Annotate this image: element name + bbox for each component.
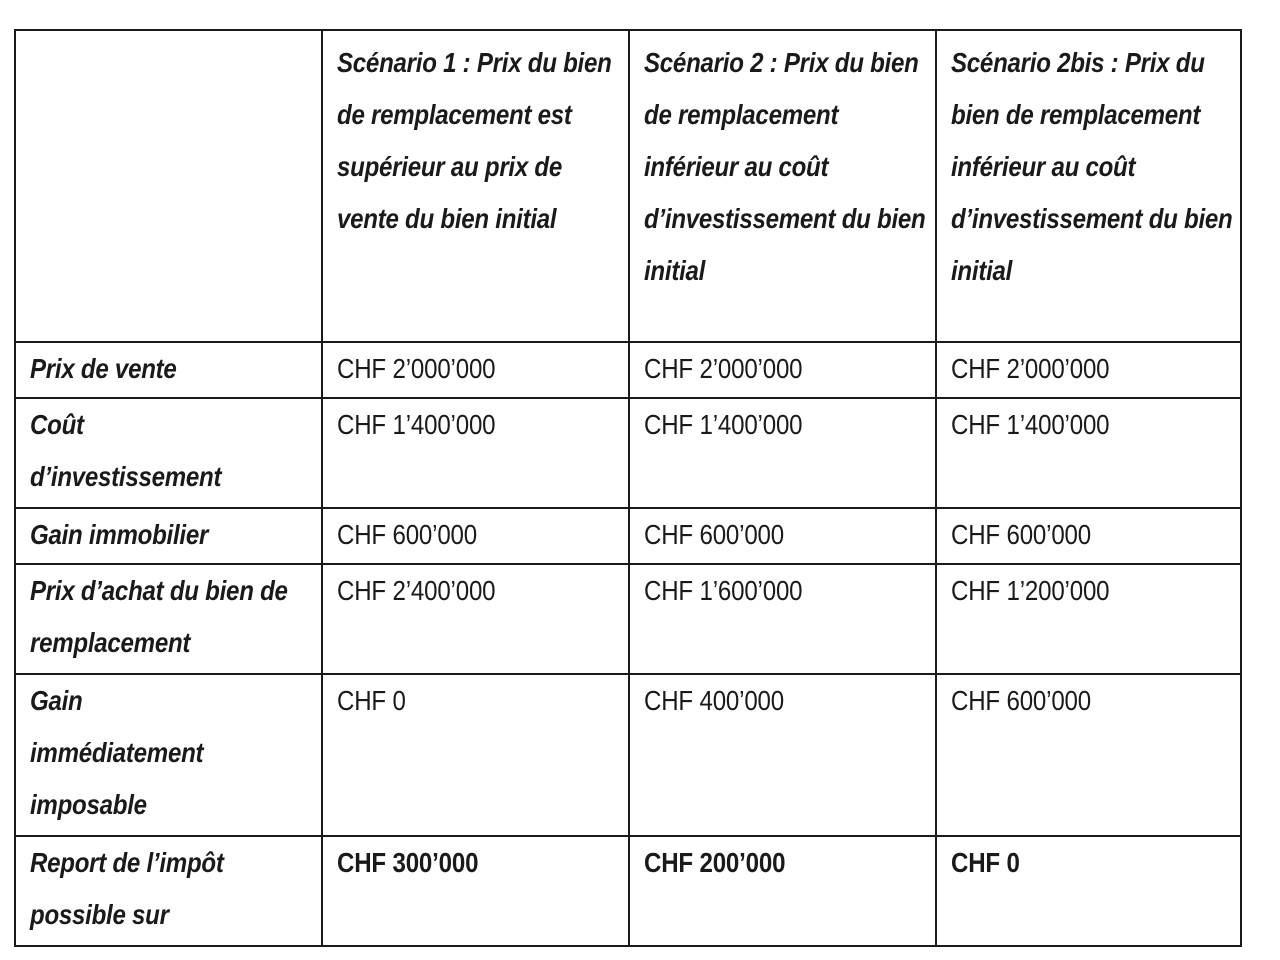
cell-value: CHF 2’000’000 bbox=[337, 353, 496, 384]
header-corner-cell bbox=[15, 30, 322, 342]
row-label-cell bbox=[15, 674, 322, 836]
value-cell bbox=[629, 342, 936, 398]
header-scenario-2bis-text: Scénario 2bis : Prix du bien de remplacement inférieur au coût d’investissement du bien initial bbox=[951, 47, 1233, 286]
cell-value: CHF 2’000’000 bbox=[951, 353, 1110, 384]
value-cell bbox=[936, 564, 1241, 674]
value-cell bbox=[322, 508, 629, 564]
cell-value: CHF 0 bbox=[951, 847, 1020, 878]
value-cell bbox=[322, 564, 629, 674]
row-label-cell bbox=[15, 342, 322, 398]
header-scenario-2bis bbox=[936, 30, 1241, 342]
table-row bbox=[15, 836, 1241, 946]
row-label-cell bbox=[15, 564, 322, 674]
value-cell bbox=[322, 836, 629, 946]
header-scenario-2-text: Scénario 2 : Prix du bien de remplacement inférieur au coût d’investissement du bien initial bbox=[644, 47, 926, 286]
value-cell bbox=[629, 564, 936, 674]
row-label-cell bbox=[15, 836, 322, 946]
table-header-row bbox=[15, 30, 1241, 342]
header-scenario-2 bbox=[629, 30, 936, 342]
table-row bbox=[15, 508, 1241, 564]
row-label: Coût d’investissement bbox=[30, 409, 222, 492]
value-cell bbox=[936, 398, 1241, 508]
cell-value: CHF 1’400’000 bbox=[951, 409, 1110, 440]
row-label: Prix d’achat du bien de remplacement bbox=[30, 575, 288, 658]
cell-value: CHF 400’000 bbox=[644, 685, 784, 716]
comparison-table bbox=[14, 29, 1242, 947]
value-cell bbox=[322, 398, 629, 508]
cell-value: CHF 300’000 bbox=[337, 847, 479, 878]
value-cell bbox=[936, 836, 1241, 946]
cell-value: CHF 200’000 bbox=[644, 847, 786, 878]
cell-value: CHF 600’000 bbox=[951, 519, 1091, 550]
value-cell bbox=[936, 508, 1241, 564]
value-cell bbox=[322, 342, 629, 398]
cell-value: CHF 2’000’000 bbox=[644, 353, 803, 384]
table-row bbox=[15, 342, 1241, 398]
cell-value: CHF 600’000 bbox=[337, 519, 477, 550]
cell-value: CHF 2’400’000 bbox=[337, 575, 496, 606]
value-cell bbox=[629, 398, 936, 508]
cell-value: CHF 0 bbox=[337, 685, 406, 716]
value-cell bbox=[936, 674, 1241, 836]
header-scenario-1-text: Scénario 1 : Prix du bien de remplacement est supérieur au prix de vente du bien initial bbox=[337, 47, 612, 234]
value-cell bbox=[322, 674, 629, 836]
row-label: Report de l’impôt possible sur bbox=[30, 847, 224, 930]
cell-value: CHF 600’000 bbox=[951, 685, 1091, 716]
row-label: Prix de vente bbox=[30, 353, 177, 384]
value-cell bbox=[629, 836, 936, 946]
table-row bbox=[15, 674, 1241, 836]
value-cell bbox=[936, 342, 1241, 398]
cell-value: CHF 1’400’000 bbox=[644, 409, 803, 440]
row-label: Gain immobilier bbox=[30, 519, 209, 550]
table-row bbox=[15, 398, 1241, 508]
header-scenario-1 bbox=[322, 30, 629, 342]
value-cell bbox=[629, 508, 936, 564]
row-label-cell bbox=[15, 398, 322, 508]
cell-value: CHF 600’000 bbox=[644, 519, 784, 550]
row-label: Gain immédiatement imposable bbox=[30, 685, 204, 820]
row-label-cell bbox=[15, 508, 322, 564]
value-cell bbox=[629, 674, 936, 836]
cell-value: CHF 1’600’000 bbox=[644, 575, 803, 606]
cell-value: CHF 1’200’000 bbox=[951, 575, 1110, 606]
table-row bbox=[15, 564, 1241, 674]
cell-value: CHF 1’400’000 bbox=[337, 409, 496, 440]
